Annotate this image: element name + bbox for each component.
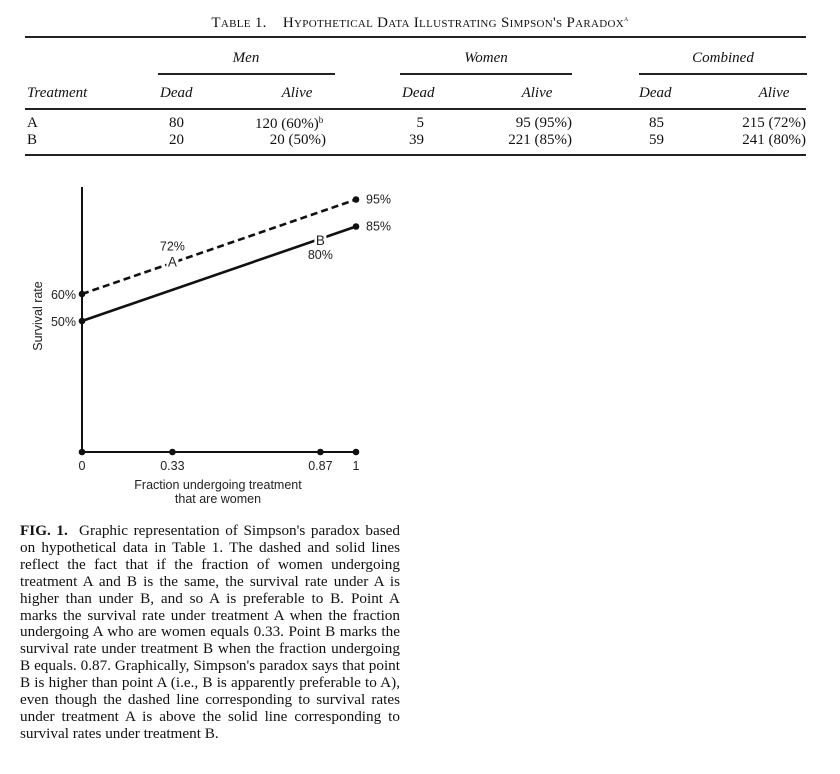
survival-chart — [0, 180, 420, 515]
x-axis-label: Fraction undergoing treatment — [134, 478, 302, 492]
row-treatment: B — [27, 132, 38, 148]
series-end-label: 85% — [366, 219, 392, 234]
cell-women-alive: 95 (95%) — [515, 115, 572, 131]
table-bottom-rule — [25, 154, 806, 156]
cell-combined-dead: 85 — [649, 115, 664, 131]
col-header-women-dead: Dead — [402, 85, 435, 101]
x-tick-dot — [79, 449, 86, 456]
x-tick-dot — [317, 449, 324, 456]
cell-men-alive-value: 120 (60%) — [255, 116, 319, 132]
cell-combined-dead: 59 — [649, 132, 664, 148]
series-start-label: 60% — [50, 288, 76, 302]
group-header-women: Women — [464, 50, 508, 66]
caption-label: FIG. 1. — [20, 522, 68, 539]
x-tick-label: 0 — [78, 459, 86, 473]
table-header-rule — [25, 108, 806, 110]
series-end-dot — [353, 223, 360, 230]
figure-caption — [20, 523, 400, 743]
series-start-label: 50% — [50, 315, 76, 329]
col-header-combined-alive: Alive — [758, 85, 790, 101]
x-tick-dot — [169, 449, 176, 456]
group-rule-combined — [639, 73, 807, 75]
cell-women-alive: 221 (85%) — [508, 132, 572, 148]
col-header-combined-dead: Dead — [639, 85, 672, 101]
table-title-prefix: Table 1. — [211, 15, 267, 31]
x-axis-label: that are women — [174, 492, 262, 506]
table-title-text: Hypothetical Data Illustrating Simpson's Paradox — [282, 15, 624, 31]
table-title-footnote: a — [623, 13, 629, 23]
group-header-combined: Combined — [692, 50, 754, 66]
series-start-dot — [79, 318, 86, 325]
annotation-value-label: 80% — [307, 248, 333, 262]
x-tick-label: 0.87 — [308, 459, 333, 473]
cell-men-alive: 20 (50%) — [269, 132, 326, 148]
caption-text: Graphic representation of Simpson's paradox based on hypothetical data in Table 1. The dashed and solid lines reflect the fact that if the fraction of women undergoing treatment A and B is the same, the survival rate under A is higher than under B, and so A is preferable to B. Point A marks the survival rate under treatment A when the fraction undergoing A who are women equals 0.33. Point B marks the survival rate under treatment B when the fraction undergoing B equals. 0.87. Graphically, Simpson's paradox says that point B is higher than point A (i.e., B is apparently preferable to A), even though the dashed line corresponding to survival rates under treatment A is above the solid line corresponding to survival rates under treatment B. — [20, 522, 401, 742]
cell-women-dead: 39 — [409, 132, 424, 148]
cell-men-alive — [255, 115, 323, 133]
series-end-label: 95% — [366, 192, 392, 207]
col-header-men-dead: Dead — [160, 85, 193, 101]
table-top-rule — [25, 36, 806, 38]
group-rule-women — [400, 73, 572, 75]
x-tick-dot — [353, 449, 360, 456]
cell-combined-alive: 241 (80%) — [742, 132, 806, 148]
cell-men-dead: 20 — [169, 132, 184, 148]
col-header-treatment: Treatment — [27, 85, 88, 101]
series-start-dot — [79, 291, 86, 298]
col-header-men-alive: Alive — [281, 85, 313, 101]
x-tick-label: 0.33 — [160, 459, 185, 473]
cell-men-dead: 80 — [169, 115, 184, 131]
series-end-dot — [353, 196, 360, 203]
cell-women-dead: 5 — [416, 115, 424, 131]
annotation-point-label: A — [167, 254, 177, 270]
footnote-marker: b — [318, 115, 324, 125]
cell-combined-alive: 215 (72%) — [742, 115, 806, 131]
annotation-point-label: B — [315, 233, 325, 248]
col-header-women-alive: Alive — [521, 85, 553, 101]
annotation-value-label: 72% — [159, 239, 185, 254]
row-treatment: A — [27, 115, 38, 131]
x-tick-label: 1 — [352, 459, 360, 473]
group-header-men: Men — [232, 50, 260, 66]
group-rule-men — [158, 73, 335, 75]
y-axis-label: Survival rate — [31, 281, 45, 351]
table-title — [0, 13, 840, 32]
